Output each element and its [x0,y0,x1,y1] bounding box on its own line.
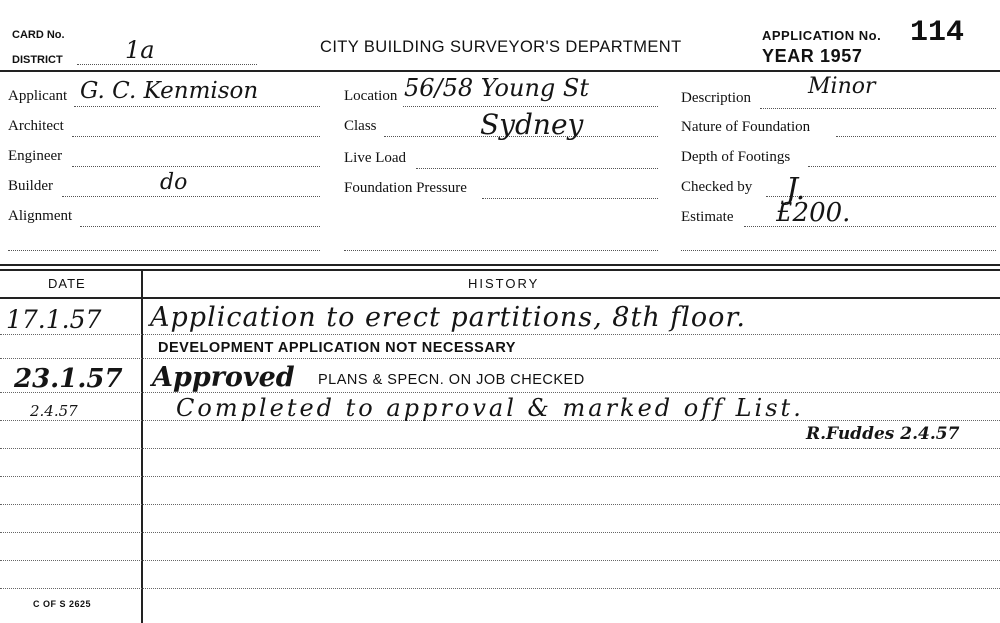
ruled-line [0,392,1000,393]
ruled-line [0,448,1000,449]
history-stamp: PLANS & SPECN. ON JOB CHECKED [318,372,585,388]
history-stamp: DEVELOPMENT APPLICATION NOT NECESSARY [158,340,516,356]
nature-foundation-label: Nature of Foundation [681,119,811,135]
estimate-label: Estimate [681,209,734,225]
history-date: 23.1.57 [14,364,123,394]
description-value: Minor [808,74,876,99]
builder-label: Builder [8,178,53,194]
section-rule-top [0,264,1000,266]
right-line-extra [681,250,996,251]
district-line [77,64,257,65]
alignment-label: Alignment [8,208,73,224]
ruled-line [0,504,1000,505]
foundation-pressure-line [482,198,658,199]
header-rule [0,70,1000,72]
history-date: 17.1.57 [6,305,102,334]
applicant-value: G. C. Kenmison [80,78,259,104]
engineer-line [72,166,320,167]
engineer-label: Engineer [8,148,63,164]
ruled-line [0,358,1000,359]
location-label: Location [344,88,398,104]
architect-line [72,136,320,137]
application-no-label: APPLICATION No. [762,28,882,43]
builder-line [62,196,320,197]
history-date: 2.4.57 [30,402,78,420]
middle-line-extra [344,250,658,251]
ruled-line [0,334,1000,335]
depth-footings-line [808,166,996,167]
architect-label: Architect [8,118,64,134]
ruled-line [0,532,1000,533]
builder-value: do [160,170,188,195]
form-code: C OF S 2625 [33,599,92,609]
ruled-line [0,476,1000,477]
depth-footings-label: Depth of Footings [681,149,791,165]
year-label: YEAR 1957 [762,46,863,66]
nature-foundation-line [836,136,996,137]
applicant-label: Applicant [8,88,68,104]
card-no-label: CARD No. [12,29,65,41]
class-label: Class [344,118,377,134]
date-column-header: DATE [48,276,86,291]
ruled-line [0,560,1000,561]
date-column-divider [141,270,143,623]
foundation-pressure-label: Foundation Pressure [344,180,467,196]
district-label: DISTRICT [12,54,63,66]
applicant-line [74,106,320,107]
alignment-line [80,226,320,227]
signature: R.Fuddes 2.4.57 [806,424,960,444]
history-text: Completed to approval & marked off List. [176,394,804,422]
description-line [760,108,996,109]
district-value: 1a [125,36,155,64]
header-underline [0,297,1000,299]
location-value: 56/58 Young St [404,74,589,102]
history-text: Approved [152,362,295,393]
location-line [403,106,658,107]
application-no-value: 114 [910,16,965,50]
description-label: Description [681,90,751,106]
location-value-2: Sydney [480,108,584,141]
checked-by-value: J. [786,172,806,207]
live-load-label: Live Load [344,150,407,166]
ruled-line [0,588,1000,589]
history-column-header: HISTORY [468,276,540,291]
history-text: Application to erect partitions, 8th floor. [150,302,746,333]
live-load-line [416,168,658,169]
estimate-value: £200. [776,198,851,228]
section-rule-bottom [0,269,1000,271]
department-title: CITY BUILDING SURVEYOR'S DEPARTMENT [320,38,682,56]
alignment-line-2 [8,250,320,251]
checked-by-label: Checked by [681,179,753,195]
